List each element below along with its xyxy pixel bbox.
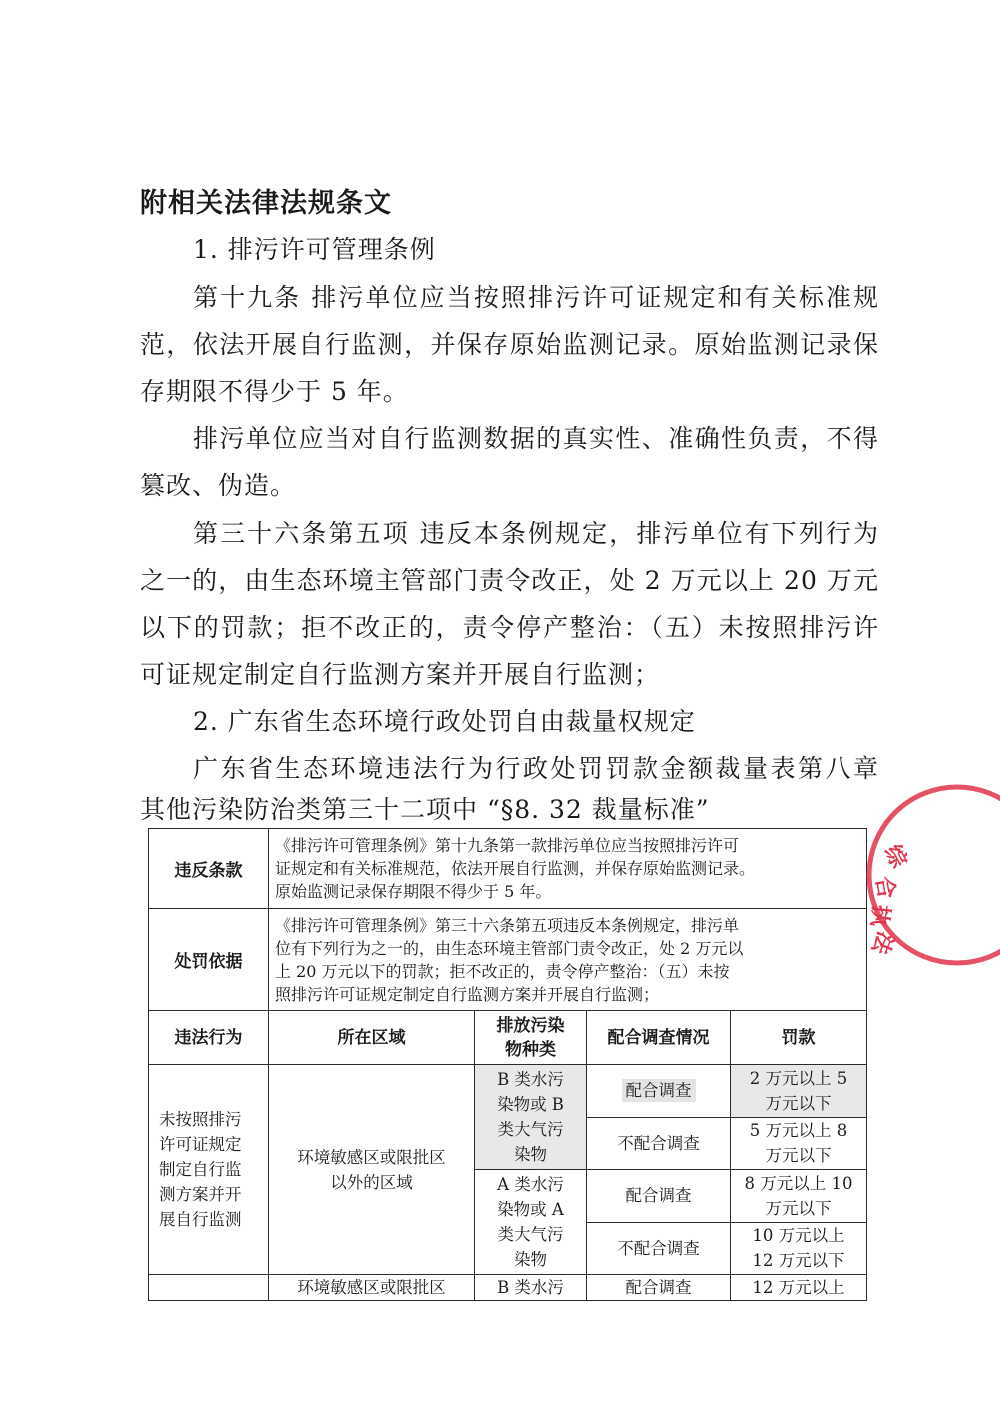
art19b-line-1: 排污单位应当对自行监测数据的真实性、准确性负责，不得 bbox=[193, 424, 879, 453]
table-row-violation bbox=[149, 829, 867, 909]
fine-cell: 8 万元以上 10 万元以下 bbox=[731, 1170, 867, 1223]
art36-line-1: 第三十六条第五项 违反本条例规定，排污单位有下列行为 bbox=[193, 519, 879, 548]
table-row bbox=[149, 1065, 867, 1118]
seal-char-2: 合 bbox=[870, 874, 899, 901]
section2-intro-line-1: 广东省生态环境违法行为行政处罚罚款金额裁量表第八章 bbox=[193, 754, 879, 783]
page-heading: 附相关法律法规条文 bbox=[140, 188, 392, 219]
discretion-table bbox=[148, 828, 867, 1301]
art36-line-4: 可证规定制定自行监测方案并开展自行监测； bbox=[140, 660, 661, 689]
fine-cell: 10 万元以上 12 万元以下 bbox=[731, 1222, 867, 1275]
area-inside-cell: 环境敏感区或限批区 bbox=[269, 1275, 475, 1301]
art19-line-3: 存期限不得少于 5 年。 bbox=[140, 377, 409, 406]
art19-line-2: 范，依法开展自行监测，并保存原始监测记录。原始监测记录保 bbox=[140, 330, 879, 359]
pollutant-b-cell: B 类水污 染物或 B 类大气污 染物 bbox=[475, 1065, 587, 1170]
coop-cell: 配合调查 bbox=[587, 1170, 731, 1223]
area-outside-cell: 环境敏感区或限批区 以外的区域 bbox=[269, 1065, 475, 1275]
pollutant-b2-cell: B 类水污 bbox=[475, 1275, 587, 1301]
table-row-basis bbox=[149, 909, 867, 1011]
section1-title: 1. 排污许可管理条例 bbox=[193, 235, 436, 264]
table-header-row bbox=[149, 1011, 867, 1065]
fine-cell: 12 万元以上 bbox=[731, 1275, 867, 1301]
table-row bbox=[149, 1275, 867, 1301]
art36-line-3: 以下的罚款；拒不改正的，责令停产整治：（五）未按照排污许 bbox=[140, 613, 879, 642]
act-cell: 未按照排污 许可证规定 制定自行监 测方案并开 展自行监测 bbox=[149, 1065, 269, 1275]
header-pollutant: 排放污染 物种类 bbox=[475, 1011, 587, 1065]
art36-line-2: 之一的，由生态环境主管部门责令改正，处 2 万元以上 20 万元 bbox=[140, 566, 879, 595]
art19-line-1: 第十九条 排污单位应当按照排污许可证规定和有关标准规 bbox=[193, 283, 879, 312]
basis-label: 处罚依据 bbox=[149, 909, 269, 1011]
basis-text: 《排污许可管理条例》第三十六条第五项违反本条例规定，排污单 位有下列行为之一的，由生态环境主管部门责令改正，处 2 万元以 上 20 万元以下的罚款；拒不改正的，责令停产整治：（五）未按 照排污许可证规定制定自行监测方案并开展自行监测； bbox=[269, 909, 867, 1011]
header-coop: 配合调查情况 bbox=[587, 1011, 731, 1065]
official-seal-stamp bbox=[862, 780, 1000, 970]
coop-cell: 配合调查 bbox=[587, 1065, 731, 1118]
art19b-line-2: 篡改、伪造。 bbox=[140, 471, 297, 500]
pollutant-a-cell: A 类水污 染物或 A 类大气污 染物 bbox=[475, 1170, 587, 1275]
header-act: 违法行为 bbox=[149, 1011, 269, 1065]
header-area: 所在区域 bbox=[269, 1011, 475, 1065]
violation-label: 违反条款 bbox=[149, 829, 269, 909]
violation-text: 《排污许可管理条例》第十九条第一款排污单位应当按照排污许可 证规定和有关标准规范，依法开展自行监测，并保存原始监测记录。 原始监测记录保存期限不得少于 5 年。 bbox=[269, 829, 867, 909]
seal-char-4: 法 bbox=[866, 927, 898, 958]
act-cell-cont bbox=[149, 1275, 269, 1301]
coop-cell: 不配合调查 bbox=[587, 1222, 731, 1275]
seal-char-3: 执 bbox=[865, 903, 893, 928]
header-fine: 罚款 bbox=[731, 1011, 867, 1065]
section2-title: 2. 广东省生态环境行政处罚自由裁量权规定 bbox=[193, 707, 696, 736]
coop-cell: 不配合调查 bbox=[587, 1117, 731, 1170]
coop-cell: 配合调查 bbox=[587, 1275, 731, 1301]
section2-intro-line-2: 其他污染防治类第三十二项中 “§8. 32 裁量标准” bbox=[140, 795, 710, 824]
fine-cell: 2 万元以上 5 万元以下 bbox=[731, 1065, 867, 1118]
fine-cell: 5 万元以上 8 万元以下 bbox=[731, 1117, 867, 1170]
seal-char-1: 综 bbox=[878, 841, 912, 873]
